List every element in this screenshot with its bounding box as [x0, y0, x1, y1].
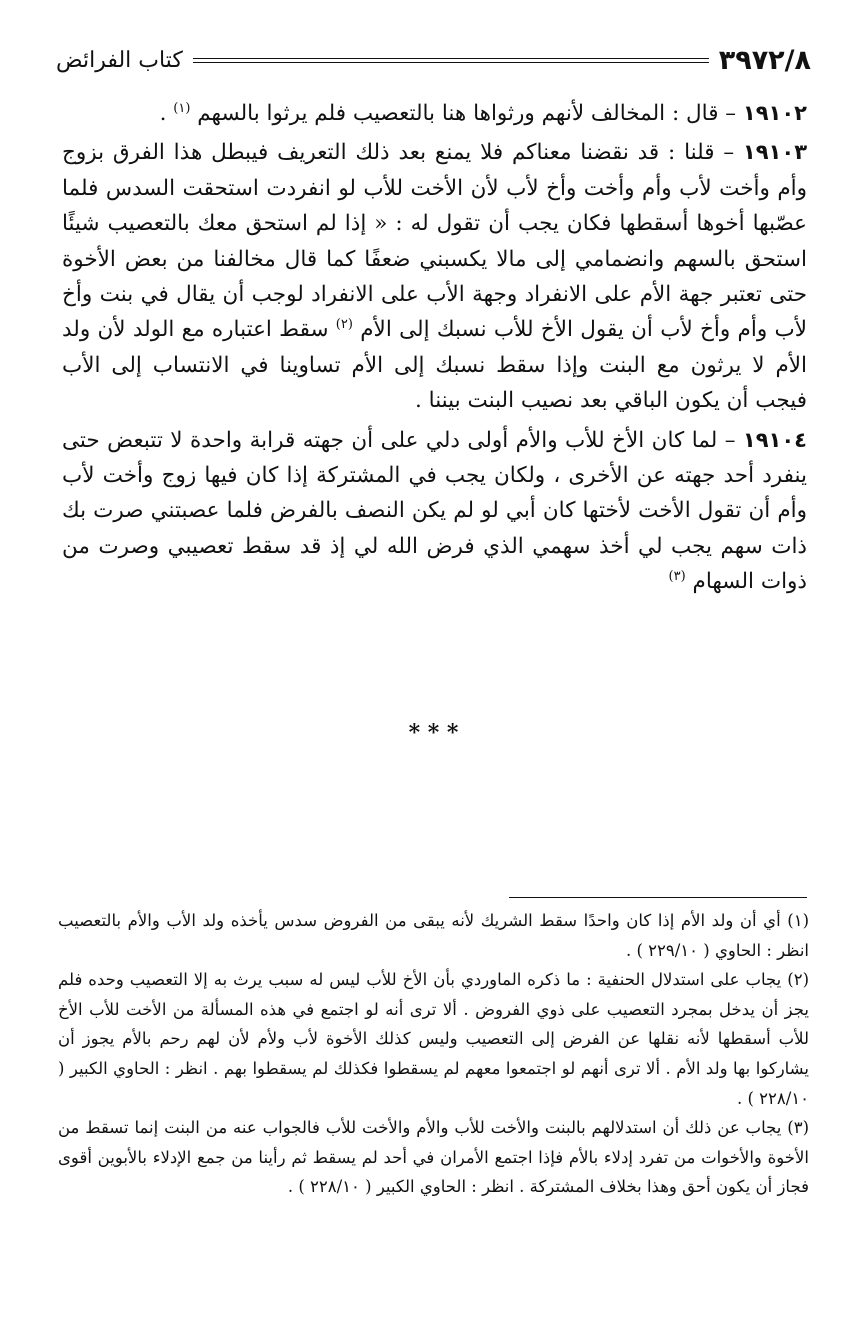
paragraph-text: – لما كان الأخ للأب والأم أولى دلي على أن جهته قرابة واحدة لا تتبعض حتى ينفرد أحد جهته عن الأخرى ، ولكان يجب في المشتركة إذا كان فيها زوج وأخت لأب وأم أن تقول الأخت لأختها كان أبي لو لم يكن النصف بالفرض فلما عصبتني صرت بك ذات سهم يجب لي أخذ سهمي الذي فرض الله لي إذ قد سقط تعصيبي وصرت من ذوات السهام — [62, 427, 807, 595]
footnote-text: يجاب على استدلال الحنفية : ما ذكره الماوردي بأن الأخ للأب ليس له سبب يرث به إلا التعصيب وحده فلم يجز أن يدخل بمجرد التعصيب على ذوي الفروض . ألا ترى أنه لو اجتمع في هذه المسألة من الأخت للأب الأخ للأب أسقطها لأنه نقلها عن الفرض إلى التعصيب وليس كذلك الأخوة لأب ولأم لأن لهم رحم بالأم يجوز أن يشاركوا بها ولد الأم . ألا ترى أنهم لو اجتمعوا معهم لم يسقطوا فكذلك لم يسقطوا بهم . انظر : الحاوي الكبير ( ٢٢٨/١٠ ) . — [58, 970, 809, 1108]
footnote-text: أي أن ولد الأم إذا كان واحدًا سقط الشريك لأنه يبقى من الفروض سدس يأخذه ولد الأب والأم بالتعصيب انظر : الحاوي ( ٢٢٩/١٠ ) . — [58, 911, 809, 960]
footnote — [58, 965, 809, 1113]
paragraph-number: ١٩١٠٢ — [742, 101, 807, 125]
paragraph — [62, 423, 807, 600]
footnote-number: (٢) — [787, 970, 809, 990]
paragraph-text: – قلنا : قد نقضنا معناكم فلا يمنع بعد ذلك التعريف فيبطل هذا الفرق بزوج وأم وأخت لأب وأم وأخت وأخ لأب لأن الأخت للأب لو انفردت استحقت السدس فلما عصّبها أخوها أسقطها فكان يجب أن تقول له : « إذا لم استحق معك بالتعصيب شيئًا استحق بالسهم وانضمامي إلى مالا يكسبني ضعفًا كما قال مخالفنا من بعض الأخوة حتى تعتبر جهة الأم على الانفراد وجهة الأب على الانفراد لوجب أن يقال في بنت وأخ لأب وأم وأخ لأب أن يقول الأخ للأب نسبك إلى الأم — [62, 140, 808, 343]
footnote — [58, 1113, 809, 1202]
section-separator: * * * — [408, 720, 459, 746]
paragraph-text: – قال : المخالف لأنهم ورثواها هنا بالتعصيب فلم يرثوا بالسهم — [197, 101, 737, 126]
footnote-marker: (١) — [173, 100, 191, 116]
footnote-number: (٣) — [787, 1118, 809, 1138]
footnote-rule — [509, 897, 807, 898]
footnotes — [58, 906, 809, 1202]
footnote — [58, 906, 809, 965]
paragraph-number: ١٩١٠٤ — [742, 427, 807, 452]
footnote-marker: (٢) — [335, 317, 353, 333]
page-header — [56, 40, 811, 80]
paragraph-number: ١٩١٠٣ — [742, 140, 808, 165]
page-number: ٣٩٧٢/٨ — [718, 44, 811, 76]
footnote-number: (١) — [787, 911, 810, 930]
paragraph-ending: . — [159, 101, 167, 126]
paragraph — [62, 96, 807, 131]
footnote-text: يجاب عن ذلك أن استدلالهم بالبنت والأخت للأب والأم والأخت للأب فالجواب عنه من البنت إنما تسقط من الأخوة والأخوات من تفرد إدلاء بالأم فإذا اجتمع الأمران في أحد لم يسقط ثم رأينا من جمع الإدلاء بالأبوين أقوى فجاز أن يكون أحق وهذا بخلاف المشتركة . انظر : الحاوي الكبير ( ٢٢٨/١٠ ) . — [58, 1118, 809, 1197]
header-rule — [193, 58, 709, 63]
book-title: كتاب الفرائض — [56, 47, 183, 73]
main-text — [62, 96, 807, 604]
paragraph-text-continued: سقط اعتباره مع الولد لأن ولد الأم لا يرثون مع البنت وإذا سقط نسبك إلى الأم تساوينا في الانتساب إلى الأب فيجب أن يكون الباقي بعد نصيب البنت بيننا . — [62, 317, 807, 414]
paragraph — [62, 135, 807, 418]
footnote-marker: (٣) — [668, 569, 686, 585]
